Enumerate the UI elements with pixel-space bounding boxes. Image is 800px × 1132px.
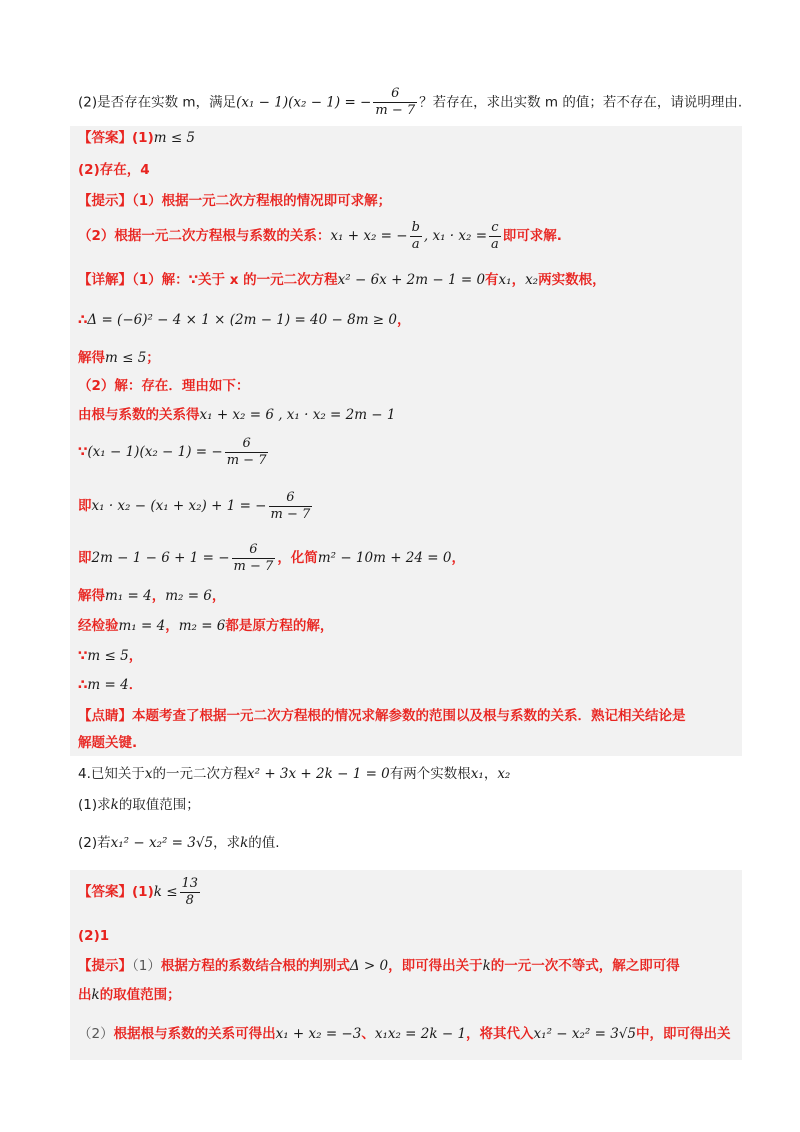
detail-text: ， — [165, 618, 179, 634]
detail-math: m ≤ 5 — [105, 350, 147, 366]
fraction-numerator: 6 — [249, 541, 258, 557]
detail-fraction — [232, 542, 276, 575]
fraction-denominator: m − 7 — [375, 103, 416, 118]
detail-math: m ≤ 5 — [87, 648, 129, 664]
answer-fraction — [180, 876, 201, 909]
hint-text: 出 — [78, 987, 92, 1003]
q4-text: (2)若 — [78, 835, 111, 851]
detail-math: m₁ = 4 — [118, 618, 166, 634]
q3-answer-part2: (2)存在，4 — [78, 162, 150, 178]
q4-text: 的一元二次方程 — [152, 766, 248, 782]
q3-detail-line8 — [78, 540, 738, 576]
hint-text: （1） — [132, 958, 161, 974]
q4-hint-line2 — [78, 985, 738, 1005]
q3-detail-line9 — [78, 586, 738, 606]
hint-math: , x₁ · x₂ = — [423, 228, 488, 244]
hint-text: 的取值范围； — [99, 987, 181, 1003]
fraction-numerator: c — [491, 219, 499, 235]
hint-text: 中，即可得出关 — [636, 1026, 731, 1042]
detail-text: ∴ — [78, 677, 88, 693]
answer-part-label: (1) — [132, 130, 154, 146]
q3-answer-part1 — [78, 128, 738, 148]
comment-text: 本题考查了根据一元二次方程根的情况求解参数的范围以及根与系数的关系．熟记相关结论是 — [132, 708, 686, 724]
hint-tag: 【提示】 — [78, 193, 132, 209]
hint-math: Δ > 0 — [349, 958, 389, 974]
detail-math: 2m − 1 − 6 + 1 = − — [91, 550, 230, 566]
q4-text: 的值. — [248, 835, 280, 851]
fraction-denominator: a — [491, 236, 499, 252]
answer-math: m ≤ 5 — [153, 130, 196, 146]
answer-math: k ≤ — [153, 884, 178, 900]
detail-text: ， — [151, 588, 166, 604]
fraction-denominator: m − 7 — [270, 506, 311, 522]
detail-math: x₁ + x₂ = 6 , x₁ · x₂ = 2m − 1 — [199, 407, 396, 423]
hint-fraction-b-over-a — [410, 220, 422, 253]
detail-text: ∵ — [78, 648, 88, 664]
detail-text: 有 — [485, 272, 499, 288]
q4-text: 有两个实数根 — [389, 766, 471, 782]
q3-part2-prefix: (2)是否存在实数 m，满足 — [78, 94, 237, 111]
detail-math: m² − 10m + 24 = 0 — [317, 550, 452, 566]
detail-math: x₂ — [525, 272, 539, 288]
hint-text: 根据根与系数的关系可得出 — [113, 1026, 276, 1042]
hint-text: （2）根据一元二次方程根与系数的关系： — [78, 228, 331, 244]
detail-tag: 【详解】 — [78, 272, 132, 288]
q4-math: k — [110, 797, 119, 813]
q3-detail-line11 — [78, 646, 738, 666]
detail-text: ∵ — [78, 444, 88, 460]
detail-math: m₂ = 6 — [165, 588, 212, 604]
q3-detail-line3 — [78, 348, 738, 368]
fraction-numerator: b — [411, 219, 420, 235]
fraction-denominator: m − 7 — [233, 558, 274, 574]
q4-math: x₁ — [470, 766, 484, 782]
answer-tag: 【答案】 — [78, 130, 132, 146]
q3-part2-fraction — [373, 86, 417, 119]
q4-text: ，求 — [213, 835, 241, 851]
q4-hint-line1 — [78, 956, 738, 976]
fraction-denominator: a — [410, 236, 422, 253]
q4-text: 的取值范围； — [118, 797, 200, 813]
q3-detail-line1 — [78, 270, 738, 290]
detail-fraction — [269, 490, 313, 523]
detail-text: （1）解：∵关于 x 的一元二次方程 — [132, 272, 338, 288]
answer-tag: 【答案】 — [78, 884, 132, 900]
q4-text: ， — [483, 766, 498, 782]
q4-part1 — [78, 795, 738, 815]
hint-text: ，即可得出关于 — [388, 958, 483, 974]
detail-math: m₂ = 6 — [178, 618, 226, 634]
q3-detail-line6 — [78, 434, 738, 470]
q3-detail-line4: （2）解：存在．理由如下： — [78, 378, 250, 394]
detail-text: ， — [397, 312, 411, 328]
q4-stem — [78, 764, 738, 784]
detail-text: ， — [451, 550, 465, 566]
q4-answer-part1 — [78, 874, 738, 910]
hint-math: k — [482, 958, 491, 974]
q4-math: x² + 3x + 2k − 1 = 0 — [247, 766, 390, 782]
detail-math: x₁ · x₂ − (x₁ + x₂) + 1 = − — [91, 498, 267, 514]
detail-text: ； — [146, 350, 160, 366]
q3-hint-line2 — [78, 218, 738, 254]
detail-text: ， — [211, 588, 226, 604]
detail-math: m = 4 — [87, 677, 129, 693]
detail-text: ． — [128, 677, 143, 693]
q4-math: x₂ — [497, 766, 511, 782]
q3-part2-stem — [78, 86, 743, 118]
fraction-numerator: 6 — [391, 86, 400, 101]
detail-text: 经检验 — [78, 618, 119, 634]
q4-text: (1)求 — [78, 797, 111, 813]
hint-text: 根据方程的系数结合根的判别式 — [160, 958, 350, 974]
detail-text: 由根与系数的关系得 — [78, 407, 200, 423]
detail-text: 都是原方程的解， — [225, 618, 334, 634]
q3-detail-line2 — [78, 310, 738, 330]
q3-detail-line10 — [78, 616, 738, 636]
hint-math: x₁² − x₂² = 3√5 — [533, 1026, 636, 1042]
q4-text: 4.已知关于 — [78, 766, 145, 782]
fraction-numerator: 6 — [286, 489, 295, 505]
hint-text: 、 — [361, 1026, 375, 1042]
q4-answer-part2: (2)1 — [78, 928, 110, 944]
q3-part2-suffix: ？若存在，求出实数 m 的值；若不存在，请说明理由. — [419, 94, 743, 111]
detail-text: ， — [128, 648, 143, 664]
q4-hint-line3 — [78, 1024, 738, 1044]
hint-math: k — [91, 987, 100, 1003]
detail-math: m₁ = 4 — [105, 588, 152, 604]
detail-math: Δ = (−6)² − 4 × 1 × (2m − 1) = 40 − 8m ≥ 0 — [87, 312, 398, 328]
hint-text: 即可求解. — [502, 228, 562, 244]
fraction-denominator: 8 — [180, 892, 201, 909]
q4-math: x₁² − x₂² = 3√5 — [110, 835, 214, 851]
hint-fraction-c-over-a — [489, 220, 501, 253]
detail-math: (x₁ − 1)(x₂ − 1) = − — [87, 444, 223, 460]
q3-detail-line5 — [78, 405, 738, 425]
detail-math: x² − 6x + 2m − 1 = 0 — [337, 272, 486, 288]
hint-text: （1）根据一元二次方程根的情况即可求解； — [132, 193, 392, 209]
answer-part-label: (1) — [132, 884, 154, 900]
detail-math: x₁ — [498, 272, 512, 288]
hint-text: 的一元一次不等式，解之即可得 — [490, 958, 680, 974]
q4-math: x — [144, 766, 153, 782]
comment-tag: 【点睛】 — [78, 708, 132, 724]
detail-text: 即 — [78, 550, 92, 566]
q3-detail-line7 — [78, 488, 738, 524]
fraction-numerator: 13 — [181, 875, 199, 891]
detail-fraction — [225, 436, 269, 469]
q3-hint-line1 — [78, 191, 738, 211]
q4-math: k — [240, 835, 249, 851]
q3-part2-condition: (x₁ − 1)(x₂ − 1) = − — [236, 94, 372, 111]
hint-tag: 【提示】 — [78, 958, 132, 974]
detail-text: 两实数根， — [538, 272, 606, 288]
detail-text: 即 — [78, 498, 92, 514]
q3-comment-line1 — [78, 706, 738, 726]
q4-part2 — [78, 833, 738, 853]
detail-text: 解得 — [78, 588, 105, 604]
hint-math: x₁ + x₂ = − — [330, 228, 408, 244]
detail-text: ， — [511, 272, 526, 288]
hint-text: ，将其代入 — [466, 1026, 534, 1042]
hint-math: x₁ + x₂ = −3 — [275, 1026, 362, 1042]
hint-math: x₁x₂ = 2k − 1 — [374, 1026, 467, 1042]
q3-comment-line2: 解题关键. — [78, 735, 138, 751]
detail-text: ∴ — [78, 312, 88, 328]
q3-detail-line12 — [78, 675, 738, 695]
hint-text: （2） — [78, 1026, 114, 1042]
detail-text: 解得 — [78, 350, 105, 366]
fraction-numerator: 6 — [242, 435, 251, 451]
fraction-denominator: m − 7 — [226, 452, 267, 468]
detail-text: ，化简 — [277, 550, 318, 566]
